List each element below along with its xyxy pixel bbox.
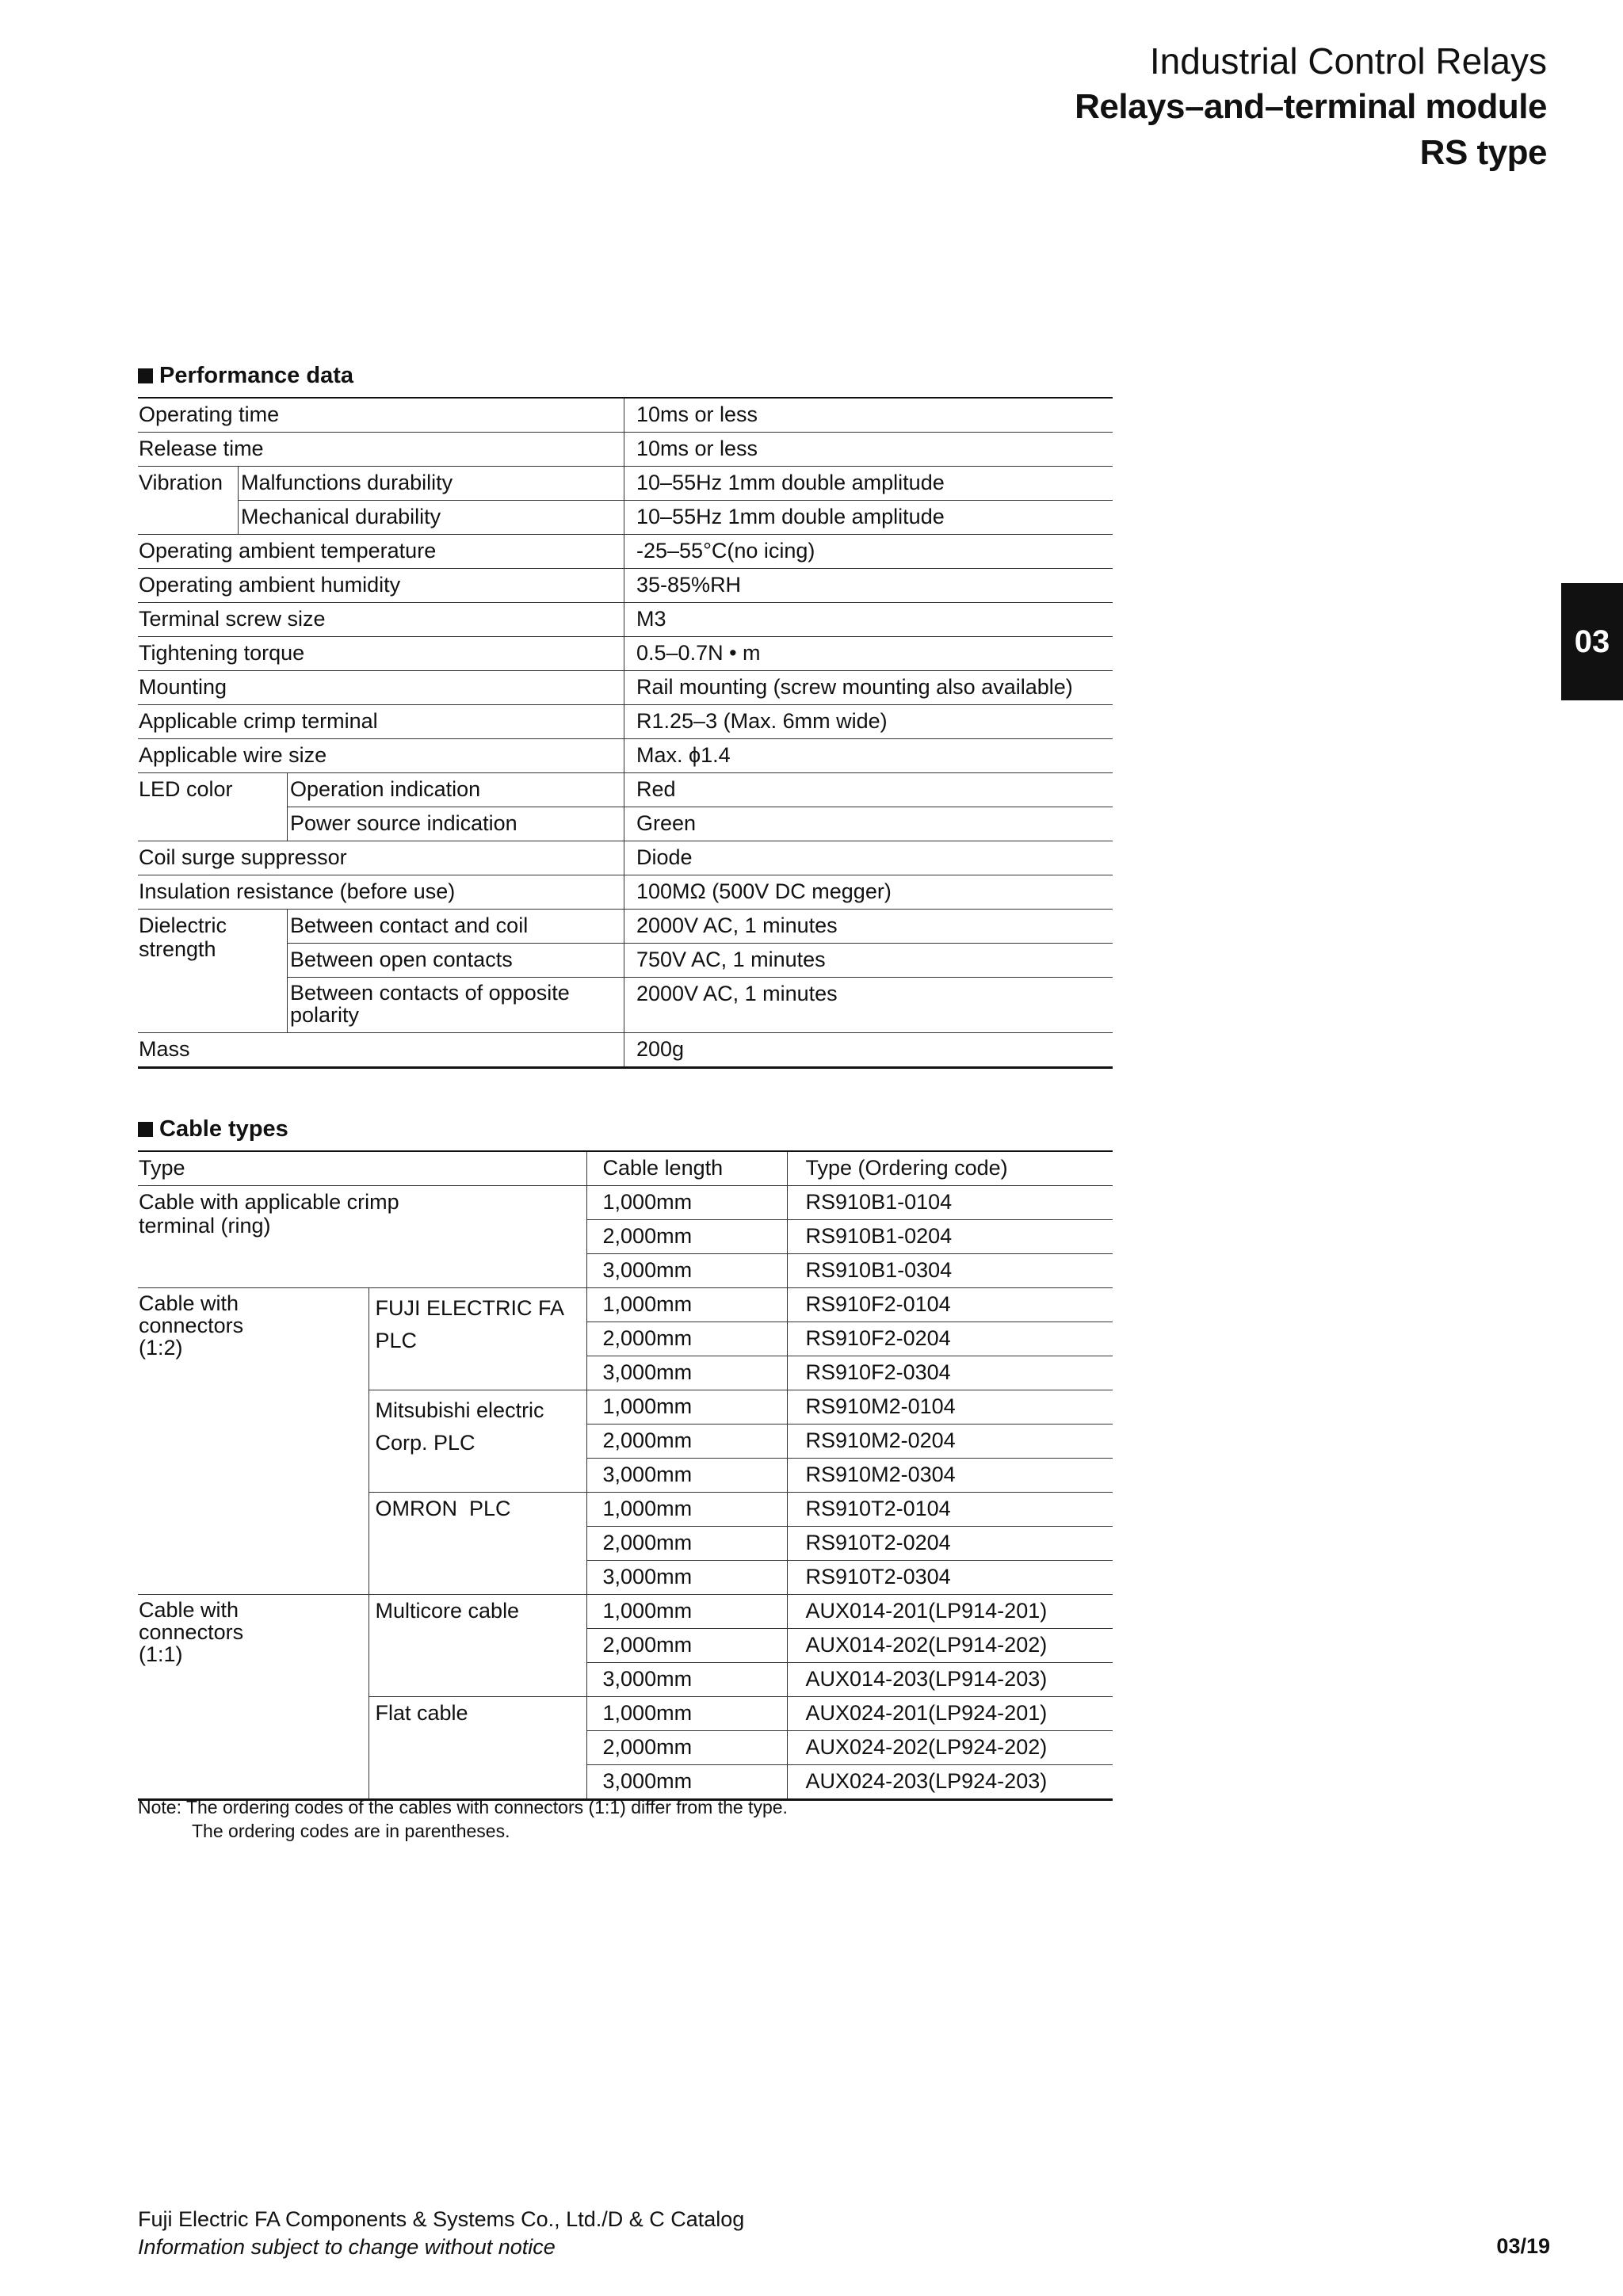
table-row	[138, 569, 1113, 603]
square-bullet-icon	[138, 368, 153, 383]
group-label: LED color	[138, 773, 288, 841]
sub-label: Operation indication	[288, 773, 624, 807]
cable-length: 1,000mm	[586, 1697, 787, 1731]
cable-title: Cable types	[159, 1116, 288, 1142]
cable-table	[138, 1150, 1113, 1801]
ordering-code: RS910M2-0304	[787, 1459, 1113, 1493]
table-row	[138, 1186, 1113, 1220]
row-label: Mass	[139, 1037, 190, 1061]
row-label: Mounting	[138, 671, 624, 705]
note-line-1: Note: The ordering codes of the cables with connectors (1:1) differ from the type.	[138, 1797, 788, 1817]
row-label: Terminal screw size	[138, 603, 624, 637]
cable-length: 2,000mm	[586, 1220, 787, 1254]
header-code: Type (Ordering code)	[787, 1151, 1113, 1186]
row-label: Release time	[138, 433, 624, 467]
ordering-code: RS910F2-0204	[787, 1322, 1113, 1356]
header-category: Industrial Control Relays	[1149, 40, 1547, 82]
ordering-code: RS910T2-0304	[787, 1561, 1113, 1595]
header-length: Cable length	[586, 1151, 787, 1186]
ordering-code: RS910B1-0104	[787, 1186, 1113, 1220]
cable-length: 3,000mm	[586, 1765, 787, 1800]
table-row	[138, 467, 1113, 501]
performance-title: Performance data	[159, 362, 353, 388]
cable-length: 3,000mm	[586, 1561, 787, 1595]
cable-length: 2,000mm	[586, 1322, 787, 1356]
ordering-code: AUX024-202(LP924-202)	[787, 1731, 1113, 1765]
note-line-2: The ordering codes are in parentheses.	[192, 1821, 510, 1841]
ordering-code: RS910F2-0104	[787, 1288, 1113, 1322]
cable-length: 1,000mm	[586, 1595, 787, 1629]
ordering-code: AUX024-203(LP924-203)	[787, 1765, 1113, 1800]
header-type: RS type	[1419, 133, 1547, 172]
sub-label: OMRON PLC	[369, 1493, 586, 1595]
cable-length: 2,000mm	[586, 1629, 787, 1663]
ordering-code: AUX024-201(LP924-201)	[787, 1697, 1113, 1731]
table-row	[138, 841, 1113, 875]
cable-length: 3,000mm	[586, 1459, 787, 1493]
row-value: Green	[624, 807, 1113, 841]
ordering-code: AUX014-203(LP914-203)	[787, 1663, 1113, 1697]
chapter-tab: 03	[1561, 583, 1623, 700]
ordering-code: RS910B1-0304	[787, 1254, 1113, 1288]
table-row	[138, 705, 1113, 739]
table-row	[138, 671, 1113, 705]
cable-length: 1,000mm	[586, 1186, 787, 1220]
group-label: Dielectric strength	[138, 910, 288, 1033]
row-value: 10–55Hz 1mm double amplitude	[624, 467, 1113, 501]
sub-label: Between contacts of opposite polarity	[288, 978, 624, 1033]
cable-length: 3,000mm	[586, 1663, 787, 1697]
sub-label: Between open contacts	[288, 944, 624, 978]
table-row	[138, 603, 1113, 637]
cable-length: 1,000mm	[586, 1493, 787, 1527]
row-value: M3	[624, 603, 1113, 637]
cable-length: 3,000mm	[586, 1254, 787, 1288]
cable-length: 1,000mm	[586, 1390, 787, 1425]
table-row	[138, 773, 1113, 807]
row-value: 2000V AC, 1 minutes	[624, 910, 1113, 944]
cable-length: 3,000mm	[586, 1356, 787, 1390]
table-row	[138, 1595, 1113, 1629]
table-header-row	[138, 1151, 1113, 1186]
performance-section-title	[138, 358, 353, 393]
row-label: Operating ambient temperature	[138, 535, 624, 569]
sub-label: Multicore cable	[369, 1595, 586, 1697]
cable-note	[138, 1795, 788, 1843]
ordering-code: RS910M2-0104	[787, 1390, 1113, 1425]
table-row	[138, 875, 1113, 910]
sub-label: Power source indication	[288, 807, 624, 841]
ordering-code: RS910F2-0304	[787, 1356, 1113, 1390]
row-value: R1.25–3 (Max. 6mm wide)	[624, 705, 1113, 739]
sub-label: Flat cable	[369, 1697, 586, 1800]
header-type: Type	[138, 1151, 586, 1186]
row-value: 10–55Hz 1mm double amplitude	[624, 501, 1113, 535]
sub-label: Malfunctions durability	[239, 467, 624, 501]
ordering-code: RS910T2-0104	[787, 1493, 1113, 1527]
row-label: Applicable wire size	[138, 739, 624, 773]
cable-length: 2,000mm	[586, 1527, 787, 1561]
row-label: Tightening torque	[138, 637, 624, 671]
page-number: 03/19	[1496, 2234, 1550, 2258]
group-label: Cable with applicable crimp terminal (ring)	[138, 1186, 586, 1288]
row-value: 10ms or less	[624, 433, 1113, 467]
row-value: 750V AC, 1 minutes	[624, 944, 1113, 978]
table-row	[138, 910, 1113, 944]
table-row	[138, 637, 1113, 671]
table-row	[138, 433, 1113, 467]
ordering-code: AUX014-201(LP914-201)	[787, 1595, 1113, 1629]
sub-label: Mechanical durability	[239, 501, 624, 535]
row-value: Diode	[624, 841, 1113, 875]
row-value: 2000V AC, 1 minutes	[624, 978, 1113, 1033]
group-label: Cable with connectors (1:1)	[139, 1598, 244, 1666]
row-value: 35-85%RH	[624, 569, 1113, 603]
footer-disclaimer: Information subject to change without notice	[138, 2235, 556, 2259]
row-value: 200g	[624, 1033, 1113, 1068]
table-row	[138, 501, 1113, 535]
row-value: 0.5–0.7N • m	[624, 637, 1113, 671]
table-row	[138, 739, 1113, 773]
row-label: Operating ambient humidity	[138, 569, 624, 603]
row-label: Coil surge suppressor	[138, 841, 624, 875]
cable-length: 2,000mm	[586, 1425, 787, 1459]
ordering-code: AUX014-202(LP914-202)	[787, 1629, 1113, 1663]
row-value: Rail mounting (screw mounting also available)	[624, 671, 1113, 705]
row-value: 10ms or less	[624, 398, 1113, 433]
cable-length: 2,000mm	[586, 1731, 787, 1765]
row-value: 100MΩ (500V DC megger)	[624, 875, 1113, 910]
header-product: Relays–and–terminal module	[1075, 87, 1547, 126]
row-label: Applicable crimp terminal	[138, 705, 624, 739]
cable-length: 1,000mm	[586, 1288, 787, 1322]
page-header	[1075, 38, 1547, 176]
sub-label: FUJI ELECTRIC FA PLC	[369, 1288, 586, 1390]
ordering-code: RS910M2-0204	[787, 1425, 1113, 1459]
table-row	[138, 398, 1113, 433]
group-label: Cable with connectors (1:2)	[138, 1288, 369, 1595]
sub-label: Between contact and coil	[288, 910, 624, 944]
table-row	[138, 1033, 1113, 1068]
square-bullet-icon	[138, 1122, 153, 1137]
row-label: Operating time	[138, 398, 624, 433]
row-value: Max. ϕ1.4	[624, 739, 1113, 773]
footer-company: Fuji Electric FA Components & Systems Co., Ltd./D & C Catalog	[138, 2207, 745, 2231]
cable-section-title	[138, 1112, 288, 1146]
row-value: -25–55°C(no icing)	[624, 535, 1113, 569]
row-label: Insulation resistance (before use)	[138, 875, 624, 910]
sub-label: Mitsubishi electric Corp. PLC	[369, 1390, 586, 1493]
group-label: Vibration	[138, 467, 239, 535]
footer	[138, 2206, 744, 2261]
row-value: Red	[624, 773, 1113, 807]
table-row	[138, 1288, 1113, 1322]
table-row	[138, 535, 1113, 569]
ordering-code: RS910T2-0204	[787, 1527, 1113, 1561]
ordering-code: RS910B1-0204	[787, 1220, 1113, 1254]
performance-table	[138, 397, 1113, 1069]
